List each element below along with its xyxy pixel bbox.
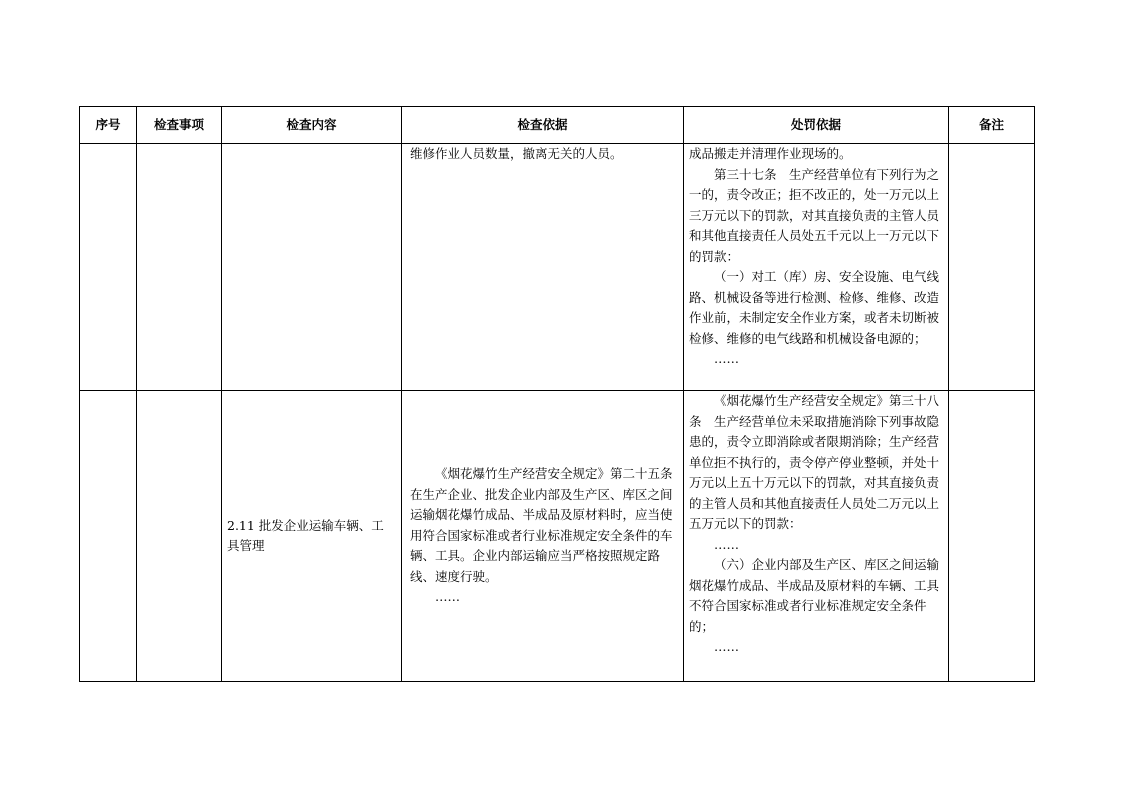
header-content: 检查内容 (222, 107, 402, 144)
cell-basis (402, 144, 684, 391)
cell-index (80, 391, 137, 682)
cell-penalty (684, 144, 949, 391)
header-basis: 检查依据 (402, 107, 684, 144)
cell-index (80, 144, 137, 391)
cell-penalty (684, 391, 949, 682)
cell-item (137, 391, 222, 682)
penalty-ellipsis: …… (714, 639, 739, 654)
penalty-ellipsis: …… (714, 536, 739, 552)
header-item: 检查事项 (137, 107, 222, 144)
cell-content: 2.11 批发企业运输车辆、工具管理 (222, 391, 402, 682)
penalty-paragraph: （一）对工（库）房、安全设施、电气线路、机械设备等进行检测、检修、维修、改造作业前，未制定安全作业方案，或者未切断被检修、维修的电气线路和机械设备电源的； (689, 269, 940, 346)
inspection-table (79, 106, 1035, 682)
penalty-paragraph: 《烟花爆竹生产经营安全规定》第三十八条 生产经营单位未采取措施消除下列事故隐患的，责令立即消除或者限期消除；生产经营单位拒不执行的，责令停产停业整顿，并处十万元以上五十万元以下的罚款，对其直接负责的主管人员和其他直接责任人员处二万元以上五万元以下的罚款： (689, 393, 940, 531)
basis-paragraph: 维修作业人员数量，撤离无关的人员。 (410, 146, 623, 161)
table-header-row (80, 107, 1035, 144)
cell-content (222, 144, 402, 391)
header-penalty: 处罚依据 (684, 107, 949, 144)
basis-paragraph: 《烟花爆竹生产经营安全规定》第二十五条 在生产企业、批发企业内部及生产区、库区之间运输烟花爆竹成品、半成品及原材料时，应当使用符合国家标准或者行业标准规定安全条件的车辆、工具。企业内部运输应当严格按照规定路线、速度行驶。 (410, 466, 686, 584)
penalty-ellipsis: …… (714, 351, 739, 366)
basis-ellipsis: …… (435, 589, 460, 605)
cell-basis (402, 391, 684, 682)
header-remark: 备注 (949, 107, 1035, 144)
header-index: 序号 (80, 107, 137, 144)
cell-remark (949, 144, 1035, 391)
table-row (80, 144, 1035, 391)
penalty-paragraph: 成品搬走并清理作业现场的。 (689, 146, 852, 161)
table-row (80, 391, 1035, 682)
cell-remark (949, 391, 1035, 682)
penalty-paragraph: （六）企业内部及生产区、库区之间运输烟花爆竹成品、半成品及原材料的车辆、工具不符合国家标准或者行业标准规定安全条件的； (689, 557, 940, 634)
penalty-paragraph: 第三十七条 生产经营单位有下列行为之一的，责令改正；拒不改正的，处一万元以上三万元以下的罚款，对其直接负责的主管人员和其他直接责任人员处五千元以上一万元以下的罚款： (689, 166, 940, 264)
cell-item (137, 144, 222, 391)
